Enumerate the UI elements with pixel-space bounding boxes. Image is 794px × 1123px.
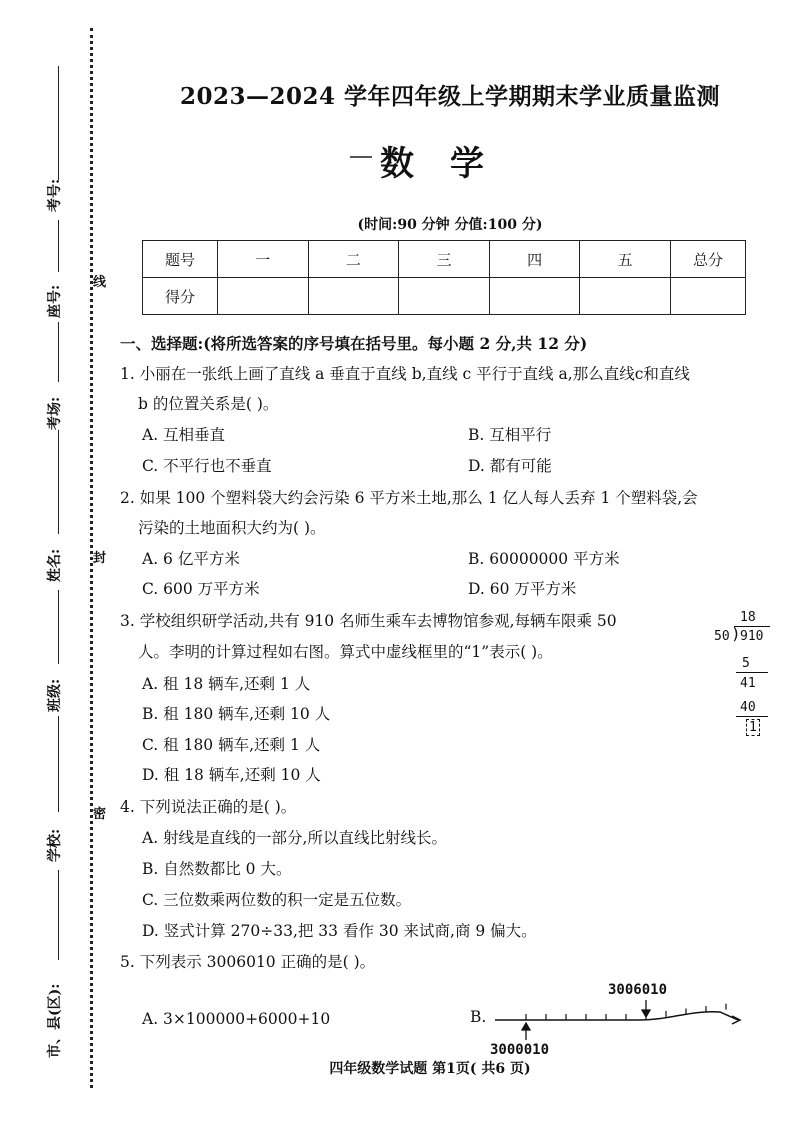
q3-option-d[interactable]: D. 租 18 辆车,还剩 10 人 — [142, 766, 321, 784]
score-header-cell: 题号 — [143, 241, 218, 278]
score-table-score-row — [143, 278, 746, 315]
division-step-3: 40 — [740, 700, 756, 715]
q5-option-a[interactable]: A. 3×100000+6000+10 — [142, 1010, 331, 1028]
number-line-bottom-label: 3000010 — [490, 1042, 550, 1056]
q2-option-a[interactable]: A. 6 亿平方米 — [142, 550, 240, 568]
question-5-line-1: 5. 下列表示 3006010 正确的是( )。 — [120, 953, 376, 971]
score-header-cell: 四 — [489, 241, 580, 278]
question-3-line-1: 3. 学校组织研学活动,共有 910 名师生乘车去博物馆参观,每辆车限乘 50 — [120, 612, 617, 630]
field-class: 班级: — [47, 678, 63, 712]
page-footer: 四年级数学试题 第1页( 共6 页) — [329, 1061, 531, 1077]
division-remainder-box: 1 — [746, 719, 760, 736]
binding-word-line: 线 — [93, 275, 107, 290]
field-exam-room-line[interactable] — [58, 322, 59, 382]
q1-option-c[interactable]: C. 不平行也不垂直 — [142, 457, 272, 475]
division-bracket: ) — [731, 624, 741, 643]
number-line-diagram — [490, 974, 750, 1056]
section-heading: 一、选择题:(将所选答案的序号填在括号里。每小题 2 分,共 12 分) — [120, 334, 588, 353]
field-seat-number: 座号: — [47, 284, 63, 318]
field-city-county-line[interactable] — [58, 870, 59, 960]
q1-option-a[interactable]: A. 互相垂直 — [142, 426, 226, 444]
division-step-2: 41 — [740, 676, 756, 691]
score-header-cell: 三 — [399, 241, 490, 278]
long-division-diagram — [714, 610, 776, 750]
q4-option-c[interactable]: C. 三位数乘两位数的积一定是五位数。 — [142, 891, 412, 909]
score-header-cell: 一 — [218, 241, 309, 278]
exam-title: 2023—2024 学年四年级上学期期末学业质量监测 — [179, 83, 721, 110]
question-1-line-1: 1. 小丽在一张纸上画了直线 a 垂直于直线 b,直线 c 平行于直线 a,那么直线c和直线 — [120, 365, 690, 383]
q1-option-d[interactable]: D. 都有可能 — [468, 457, 552, 475]
score-input-cell[interactable] — [489, 278, 580, 315]
score-input-cell[interactable] — [218, 278, 309, 315]
question-2-line-2: 污染的土地面积大约为( )。 — [138, 519, 326, 537]
question-3-line-2: 人。李明的计算过程如右图。算式中虚线框里的“1”表示( )。 — [138, 643, 553, 661]
number-line-top-arrowhead — [642, 1010, 650, 1017]
field-seat-number-line[interactable] — [58, 220, 59, 272]
score-input-cell[interactable] — [671, 278, 746, 315]
question-1-line-2: b 的位置关系是( )。 — [138, 395, 279, 413]
field-exam-number: 考号: — [47, 178, 63, 212]
q3-option-b[interactable]: B. 租 180 辆车,还剩 10 人 — [142, 705, 331, 723]
division-step-1: 5 — [742, 656, 750, 671]
field-city-county: 市、县(区): — [47, 983, 63, 1058]
question-4-line-1: 4. 下列说法正确的是( )。 — [120, 798, 297, 816]
number-line-top-label: 3006010 — [608, 982, 668, 998]
division-rule-1 — [736, 672, 768, 673]
score-row-label: 得分 — [143, 278, 218, 315]
binding-word-secret: 密 — [93, 807, 107, 822]
field-name: 姓名: — [47, 548, 63, 582]
q4-option-a[interactable]: A. 射线是直线的一部分,所以直线比射线长。 — [142, 829, 447, 847]
q2-option-c[interactable]: C. 600 万平方米 — [142, 580, 260, 598]
division-rule-2 — [736, 716, 768, 717]
score-header-cell: 二 — [308, 241, 399, 278]
q5-option-b[interactable]: B. — [470, 1008, 487, 1026]
division-divisor: 50 — [714, 629, 730, 644]
field-exam-number-line[interactable] — [58, 66, 59, 180]
q4-option-b[interactable]: B. 自然数都比 0 大。 — [142, 860, 292, 878]
subject-title: 数学 — [380, 144, 520, 184]
score-header-cell: 五 — [580, 241, 671, 278]
q4-option-d[interactable]: D. 竖式计算 270÷33,把 33 看作 30 来试商,商 9 偏大。 — [142, 922, 537, 940]
exam-info: (时间:90 分钟 分值:100 分) — [357, 217, 543, 233]
score-table — [142, 240, 746, 315]
q3-option-a[interactable]: A. 租 18 辆车,还剩 1 人 — [142, 675, 311, 693]
field-class-line[interactable] — [58, 590, 59, 664]
score-input-cell[interactable] — [399, 278, 490, 315]
number-line-axis — [495, 1012, 738, 1020]
number-line-bottom-arrowhead — [522, 1023, 530, 1030]
division-quotient: 18 — [740, 610, 756, 625]
score-table-header-row — [143, 241, 746, 278]
question-2-line-1: 2. 如果 100 个塑料袋大约会污染 6 平方米土地,那么 1 亿人每人丢弃 1 个塑料袋,会 — [120, 489, 698, 507]
q1-option-b[interactable]: B. 互相平行 — [468, 426, 552, 444]
number-line-arrowhead — [732, 1016, 740, 1024]
q2-option-b[interactable]: B. 60000000 平方米 — [468, 550, 620, 568]
q2-option-d[interactable]: D. 60 万平方米 — [468, 580, 577, 598]
field-exam-room: 考场: — [47, 396, 63, 430]
field-school-line[interactable] — [58, 716, 59, 812]
field-school: 学校: — [47, 828, 63, 862]
q3-option-c[interactable]: C. 租 180 辆车,还剩 1 人 — [142, 736, 321, 754]
score-header-cell: 总分 — [671, 241, 746, 278]
score-input-cell[interactable] — [580, 278, 671, 315]
field-name-line[interactable] — [58, 430, 59, 534]
binding-word-seal: 封 — [93, 551, 107, 566]
score-input-cell[interactable] — [308, 278, 399, 315]
division-dividend: 910 — [740, 629, 764, 644]
